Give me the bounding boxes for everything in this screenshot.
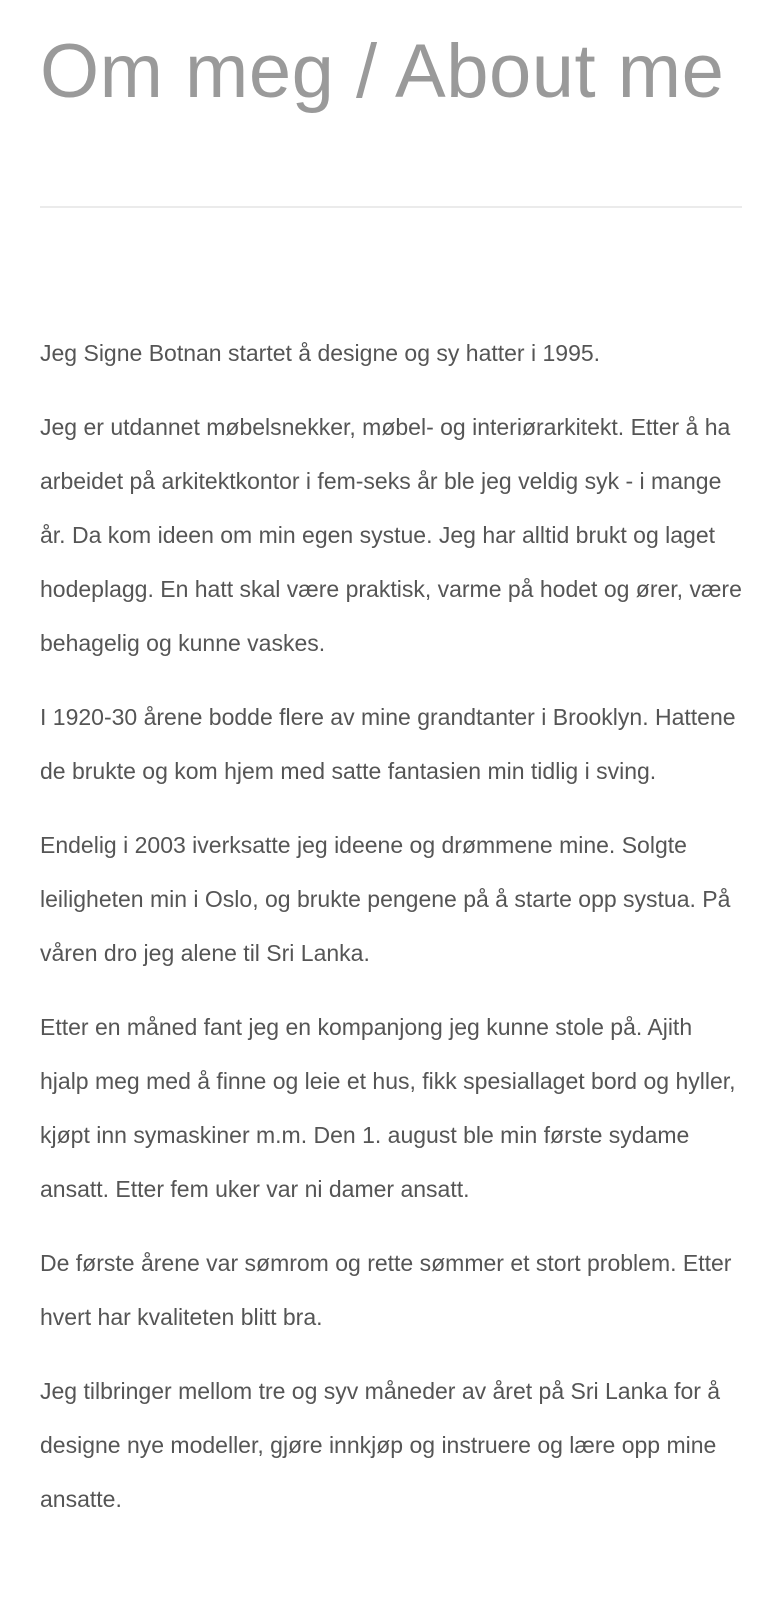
paragraph-quality: De første årene var sømrom og rette sømmer et stort problem. Etter hvert har kvaliteten blitt bra.: [40, 1250, 732, 1330]
paragraph-sri-lanka: Jeg tilbringer mellom tre og syv måneder av året på Sri Lanka for å designe nye modeller, gjøre innkjøp og instruere og lære opp mine ansatte.: [40, 1378, 721, 1512]
page-title: Om meg / About me: [40, 29, 725, 114]
about-page: [40, 0, 742, 1512]
paragraph-education: Jeg er utdannet møbelsnekker, møbel- og interiørarkitekt. Etter å ha arbeidet på arkitektkontor i fem-seks år ble jeg veldig syk - i mange år. Da kom ideen om min egen systue. Jeg har alltid brukt og laget hodeplagg. En hatt skal være praktisk, varme på hodet og ører, være behagelig og kunne vaskes.: [40, 414, 742, 656]
paragraph-intro: Jeg Signe Botnan startet å designe og sy hatter i 1995.: [40, 340, 601, 366]
about-content: [40, 326, 742, 1546]
paragraph-brooklyn: I 1920-30 årene bodde flere av mine grandtanter i Brooklyn. Hattene de brukte og kom hjem med satte fantasien min tidlig i sving.: [40, 704, 736, 784]
paragraph-partner: Etter en måned fant jeg en kompanjong jeg kunne stole på. Ajith hjalp meg med å finne og leie et hus, fikk spesiallaget bord og hyller, kjøpt inn symaskiner m.m. Den 1. august ble min første sydame ansatt. Etter fem uker var ni damer ansatt.: [40, 1014, 736, 1202]
title-divider: [40, 206, 742, 208]
paragraph-2003: Endelig i 2003 iverksatte jeg ideene og drømmene mine. Solgte leiligheten min i Oslo, og brukte pengene på å starte opp systua. På våren dro jeg alene til Sri Lanka.: [40, 832, 731, 966]
